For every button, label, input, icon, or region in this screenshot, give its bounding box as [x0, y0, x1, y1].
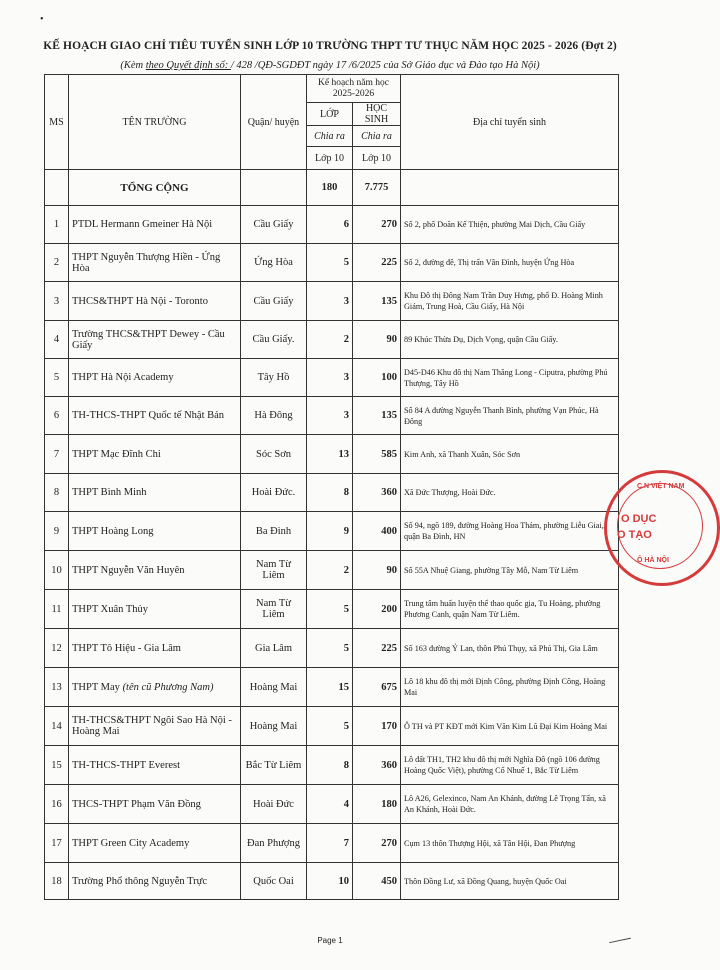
row-district-text: Nam Từ Liêm: [256, 598, 291, 620]
row-students-text: 360: [381, 487, 397, 498]
row-ms-text: 10: [51, 564, 62, 576]
table-row: [45, 629, 619, 668]
header-breakdown-classes: Chia ra: [307, 126, 353, 147]
row-ms-text: 5: [53, 372, 60, 383]
table-row: [45, 244, 619, 282]
row-ms-text: 8: [53, 487, 60, 498]
row-school-text: THPT Xuân Thủy: [72, 603, 149, 615]
row-address: [401, 746, 619, 785]
row-students-text: 90: [386, 334, 397, 345]
row-classes: [307, 359, 353, 397]
row-address: [401, 512, 619, 551]
row-district: [241, 746, 307, 785]
row-address: [401, 707, 619, 746]
row-ms-text: 16: [51, 798, 62, 810]
row-district-text: Ứng Hòa: [254, 257, 293, 268]
row-classes: [307, 474, 353, 512]
row-students-text: 180: [381, 798, 397, 810]
row-school-text: PTDL Hermann Gmeiner Hà Nội: [72, 219, 213, 230]
total-classes: 180: [307, 170, 353, 206]
subtitle-underlined: theo Quyết định số:: [145, 60, 231, 71]
row-address: [401, 824, 619, 863]
scan-dot: •: [40, 14, 44, 25]
row-school-text: THCS-THPT Phạm Văn Đồng: [72, 798, 201, 810]
header-breakdown-students: Chia ra: [353, 126, 401, 147]
seal-line2: O TẠO: [617, 529, 652, 541]
page-number: Page 1: [317, 936, 343, 945]
row-ms-text: 3: [53, 295, 60, 307]
row-district-text: Ba Đình: [255, 525, 292, 537]
header-classes: LỚP: [307, 103, 353, 126]
row-ms: [45, 551, 69, 590]
row-classes: [307, 551, 353, 590]
header-address: Địa chỉ tuyển sinh: [401, 75, 619, 170]
table-row: [45, 668, 619, 707]
row-school: [69, 321, 241, 359]
row-school: [69, 244, 241, 282]
row-school: [69, 397, 241, 435]
row-district: [241, 321, 307, 359]
table-row: [45, 359, 619, 397]
enrollment-table: [44, 74, 619, 900]
row-school-text: THPT Nguyễn Thượng Hiền - Ứng Hòa: [72, 251, 221, 274]
row-students-text: 360: [381, 759, 397, 771]
row-address: [401, 474, 619, 512]
table-row: [45, 474, 619, 512]
row-school: [69, 474, 241, 512]
row-students-text: 450: [381, 875, 397, 887]
row-students: [353, 551, 401, 590]
row-address: [401, 282, 619, 321]
row-ms: [45, 590, 69, 629]
row-school: [69, 824, 241, 863]
row-address-text: Số 2, đường đê, Thị trấn Vân Đình, huyện Ứng Hòa: [404, 258, 575, 267]
row-school-text: THPT Hà Nội Academy: [72, 372, 174, 383]
row-school: [69, 512, 241, 551]
row-address-text: Thôn Đồng Lư, xã Đồng Quang, huyện Quốc Oai: [404, 876, 567, 886]
seal-top-text: C.N VIỆT NAM: [637, 483, 685, 490]
table-row: [45, 282, 619, 321]
row-address: [401, 435, 619, 474]
row-school: [69, 206, 241, 244]
row-address-text: Số 55A Nhuệ Giang, phường Tây Mỗ, Nam Từ Liêm: [404, 565, 579, 575]
row-school: [69, 551, 241, 590]
row-address-text: D45-D46 Khu đô thị Nam Thăng Long - Ciputra, phường Phú Thượng, Tây Hồ: [404, 367, 608, 388]
row-ms-text: 6: [53, 410, 60, 421]
row-school-text: TH-THCS-THPT Everest: [72, 759, 180, 771]
table-row: [45, 785, 619, 824]
row-classes: [307, 282, 353, 321]
row-ms-text: 17: [51, 837, 62, 849]
row-school-note: (tên cũ Phương Nam): [122, 681, 214, 693]
row-students-text: 270: [381, 219, 397, 230]
row-classes: [307, 397, 353, 435]
row-students-text: 135: [381, 295, 397, 307]
row-address: [401, 321, 619, 359]
row-ms-text: 1: [53, 219, 60, 230]
row-ms: [45, 397, 69, 435]
row-classes-text: 8: [343, 487, 349, 498]
total-students: 7.775: [353, 170, 401, 206]
row-school-text: Trường THCS&THPT Dewey - Cầu Giấy: [72, 328, 225, 351]
row-school: [69, 629, 241, 668]
row-students: [353, 863, 401, 900]
row-ms: [45, 244, 69, 282]
row-ms: [45, 824, 69, 863]
row-students: [353, 746, 401, 785]
row-district: [241, 668, 307, 707]
row-school-text: THPT Mạc Đĩnh Chi: [72, 448, 161, 460]
row-address-text: Kim Anh, xã Thanh Xuân, Sóc Sơn: [404, 449, 521, 459]
header-grade-classes: Lớp 10: [307, 147, 353, 170]
row-ms-text: 9: [53, 525, 60, 537]
row-classes: [307, 707, 353, 746]
row-address-text: Số 163 đường Ỷ Lan, thôn Phú Thụy, xã Phú Thị, Gia Lâm: [404, 643, 598, 653]
row-classes-text: 3: [343, 372, 349, 383]
row-ms: [45, 206, 69, 244]
row-students: [353, 435, 401, 474]
row-ms: [45, 629, 69, 668]
row-district-text: Nam Từ Liêm: [256, 559, 291, 581]
row-ms-text: 7: [53, 448, 60, 460]
row-address-text: 89 Khúc Thừa Dụ, Dịch Vọng, quận Cầu Giấy.: [404, 335, 558, 344]
row-ms: [45, 707, 69, 746]
row-ms-text: 18: [51, 875, 62, 887]
row-classes: [307, 590, 353, 629]
row-district: [241, 397, 307, 435]
table-row: [45, 590, 619, 629]
row-classes-text: 13: [338, 448, 349, 460]
row-students: [353, 321, 401, 359]
row-address: [401, 863, 619, 900]
row-classes: [307, 244, 353, 282]
row-ms-text: 12: [51, 642, 62, 654]
row-district: [241, 863, 307, 900]
row-students-text: 675: [381, 681, 397, 693]
row-classes: [307, 863, 353, 900]
row-classes-text: 3: [343, 295, 349, 307]
row-school-text: TH-THCS&THPT Ngôi Sao Hà Nội - Hoàng Mai: [72, 715, 232, 737]
row-classes: [307, 668, 353, 707]
row-address-text: Số 84 A đường Nguyễn Thanh Bình, phường Vạn Phúc, Hà Đông: [404, 405, 599, 426]
row-students: [353, 824, 401, 863]
subtitle-prefix: (Kèm: [120, 60, 146, 71]
row-ms: [45, 512, 69, 551]
row-students: [353, 244, 401, 282]
row-school-text: THPT Bình Minh: [72, 487, 147, 498]
row-address: [401, 244, 619, 282]
row-ms: [45, 282, 69, 321]
row-address: [401, 785, 619, 824]
row-ms-text: 14: [51, 720, 62, 732]
seal-bottom-text: Ô HÀ NỘI: [637, 557, 669, 564]
row-school: [69, 435, 241, 474]
row-ms: [45, 435, 69, 474]
row-classes-text: 5: [343, 603, 349, 615]
table-row: [45, 397, 619, 435]
row-students-text: 225: [381, 642, 397, 654]
row-address: [401, 668, 619, 707]
row-students: [353, 785, 401, 824]
row-address-text: Ô TH và PT KĐT mới Kim Văn Kim Lũ Đại Kim Hoàng Mai: [404, 721, 608, 731]
row-district: [241, 206, 307, 244]
row-classes: [307, 629, 353, 668]
row-students-text: 200: [381, 603, 397, 615]
row-students: [353, 397, 401, 435]
row-address: [401, 359, 619, 397]
row-classes-text: 3: [343, 410, 349, 421]
row-students: [353, 359, 401, 397]
header-school: TÊN TRƯỜNG: [69, 75, 241, 170]
row-address: [401, 629, 619, 668]
row-students: [353, 512, 401, 551]
row-classes-text: 5: [343, 642, 349, 654]
row-ms-text: 11: [51, 603, 62, 615]
row-district: [241, 629, 307, 668]
table-row: [45, 863, 619, 900]
row-ms: [45, 785, 69, 824]
row-school-text: THPT Tô Hiệu - Gia Lâm: [72, 642, 181, 654]
table-row: [45, 824, 619, 863]
row-school: [69, 785, 241, 824]
row-classes: [307, 746, 353, 785]
table-row: [45, 551, 619, 590]
row-students: [353, 474, 401, 512]
row-address-text: Số 94, ngõ 189, đường Hoàng Hoa Thám, phường Liễu Giai, quận Ba Đình, HN: [404, 521, 604, 541]
row-students-text: 170: [381, 720, 397, 732]
row-school: [69, 590, 241, 629]
row-school: [69, 746, 241, 785]
row-district-text: Bắc Từ Liêm: [245, 759, 302, 771]
row-classes: [307, 435, 353, 474]
row-school-text: THPT Hoàng Long: [72, 525, 154, 537]
header-district: Quận/ huyện: [241, 75, 307, 170]
row-ms: [45, 863, 69, 900]
row-school-text: THPT Nguyễn Văn Huyên: [72, 564, 185, 576]
row-district-text: Cầu Giấy.: [252, 334, 295, 345]
row-school-text: Trường Phổ thông Nguyễn Trực: [72, 875, 207, 887]
row-district-text: Cầu Giấy: [253, 295, 294, 307]
row-address-text: Số 2, phố Doãn Kế Thiện, phường Mai Dịch, Cầu Giấy: [404, 220, 586, 229]
row-students-text: 270: [381, 837, 397, 849]
row-classes-text: 8: [343, 759, 349, 771]
row-school: [69, 707, 241, 746]
row-ms-text: 2: [53, 257, 60, 268]
row-district: [241, 824, 307, 863]
row-students-text: 90: [386, 564, 397, 576]
row-district: [241, 590, 307, 629]
row-district-text: Tây Hồ: [257, 372, 290, 383]
row-ms: [45, 746, 69, 785]
row-classes: [307, 321, 353, 359]
row-district-text: Hà Đông: [254, 410, 293, 421]
row-address: [401, 590, 619, 629]
row-district-text: Cầu Giấy: [253, 219, 294, 230]
row-district-text: Hoàng Mai: [249, 720, 298, 732]
row-district: [241, 474, 307, 512]
table-row: [45, 206, 619, 244]
row-ms-text: 15: [51, 759, 62, 771]
header-plan: Kế hoạch năm học 2025-2026: [307, 75, 401, 103]
row-students: [353, 282, 401, 321]
row-ms-text: 4: [53, 334, 60, 345]
official-seal: [604, 470, 720, 586]
document-subtitle: [0, 60, 660, 71]
row-district: [241, 512, 307, 551]
row-students: [353, 629, 401, 668]
row-ms: [45, 321, 69, 359]
row-classes-text: 5: [343, 257, 349, 268]
table-row: [45, 707, 619, 746]
row-classes: [307, 785, 353, 824]
total-label: TỔNG CỘNG: [69, 170, 241, 206]
row-ms: [45, 359, 69, 397]
row-address-text: Lô 18 khu đô thị mới Định Công, phường Định Công, Hoàng Mai: [404, 677, 606, 697]
row-district: [241, 244, 307, 282]
row-district: [241, 359, 307, 397]
row-classes-text: 4: [343, 798, 349, 810]
row-ms: [45, 668, 69, 707]
row-classes-text: 15: [338, 681, 349, 693]
row-address-text: Trung tâm huấn luyện thể thao quốc gia, Tu Hoàng, phường Phương Canh, quận Nam Từ Liêm.: [404, 599, 601, 619]
row-school-text: TH-THCS-THPT Quốc tế Nhật Bản: [72, 410, 225, 421]
row-district-text: Sóc Sơn: [255, 448, 292, 460]
row-district-text: Gia Lâm: [254, 642, 293, 654]
row-school-text: THPT May: [72, 681, 120, 693]
row-school-text: THPT Green City Academy: [72, 837, 190, 849]
row-school: [69, 668, 241, 707]
row-classes-text: 10: [338, 875, 349, 887]
row-classes-text: 2: [343, 564, 349, 576]
row-district: [241, 707, 307, 746]
row-classes: [307, 824, 353, 863]
row-district: [241, 282, 307, 321]
row-classes-text: 5: [343, 720, 349, 732]
row-district: [241, 785, 307, 824]
row-address: [401, 551, 619, 590]
row-school: [69, 863, 241, 900]
row-students: [353, 668, 401, 707]
row-address-text: Khu Đô thị Đông Nam Trần Duy Hưng, phố Đ. Hoàng Minh Giám, Trung Hoà, Cầu Giấy, Hà Nội: [404, 291, 603, 311]
table-row: [45, 435, 619, 474]
table-row: [45, 321, 619, 359]
row-students: [353, 590, 401, 629]
header-grade-students: Lớp 10: [353, 147, 401, 170]
row-school-text: THCS&THPT Hà Nội - Toronto: [72, 295, 208, 307]
row-students-text: 585: [381, 448, 397, 460]
row-address-text: Lô A26, Gelexinco, Nam An Khánh, đường Lê Trọng Tấn, xã An Khánh, Hoài Đức.: [404, 794, 606, 814]
row-address-text: Lô đất TH1, TH2 khu đô thị mới Nghĩa Đô (ngõ 106 đường Hoàng Quốc Việt), phường Cổ Nhuế 1, Bắc Từ Liêm: [404, 755, 600, 775]
row-school: [69, 282, 241, 321]
header-students: HỌC SINH: [353, 103, 401, 126]
row-address: [401, 397, 619, 435]
row-students-text: 400: [381, 525, 397, 537]
row-ms: [45, 474, 69, 512]
row-district-text: Hoài Đức.: [251, 487, 296, 498]
row-district-text: Hoàng Mai: [249, 681, 298, 693]
row-classes-text: 2: [343, 334, 349, 345]
seal-line1: O DỤC: [621, 513, 657, 525]
header-ms: MS: [45, 75, 69, 170]
row-district: [241, 551, 307, 590]
row-ms-text: 13: [51, 681, 62, 693]
row-district-text: Quốc Oai: [253, 875, 294, 887]
row-district-text: Đan Phượng: [247, 837, 300, 849]
row-district: [241, 435, 307, 474]
row-classes-text: 9: [343, 525, 349, 537]
row-address-text: Cụm 13 thôn Thượng Hội, xã Tân Hội, Đan Phượng: [404, 838, 576, 848]
row-students: [353, 206, 401, 244]
row-classes: [307, 206, 353, 244]
row-students-text: 100: [381, 372, 397, 383]
table-row: [45, 512, 619, 551]
row-classes-text: 6: [343, 219, 349, 230]
document-title: KẾ HOẠCH GIAO CHỈ TIÊU TUYỂN SINH LỚP 10 TRƯỜNG THPT TƯ THỤC NĂM HỌC 2025 - 2026 (Đợt 2): [43, 40, 617, 52]
row-classes: [307, 512, 353, 551]
table-row: [45, 746, 619, 785]
row-students-text: 225: [381, 257, 397, 268]
row-address-text: Xã Đức Thượng, Hoài Đức.: [404, 488, 496, 497]
total-row: [45, 170, 619, 206]
row-classes-text: 7: [343, 837, 349, 849]
row-address: [401, 206, 619, 244]
row-school: [69, 359, 241, 397]
row-district-text: Hoài Đức: [253, 798, 294, 810]
subtitle-rest: / 428 /QĐ-SGDĐT ngày 17 /6/2025 của Sở Giáo dục và Đào tạo Hà Nội): [230, 60, 540, 71]
row-students-text: 135: [381, 410, 397, 421]
row-students: [353, 707, 401, 746]
